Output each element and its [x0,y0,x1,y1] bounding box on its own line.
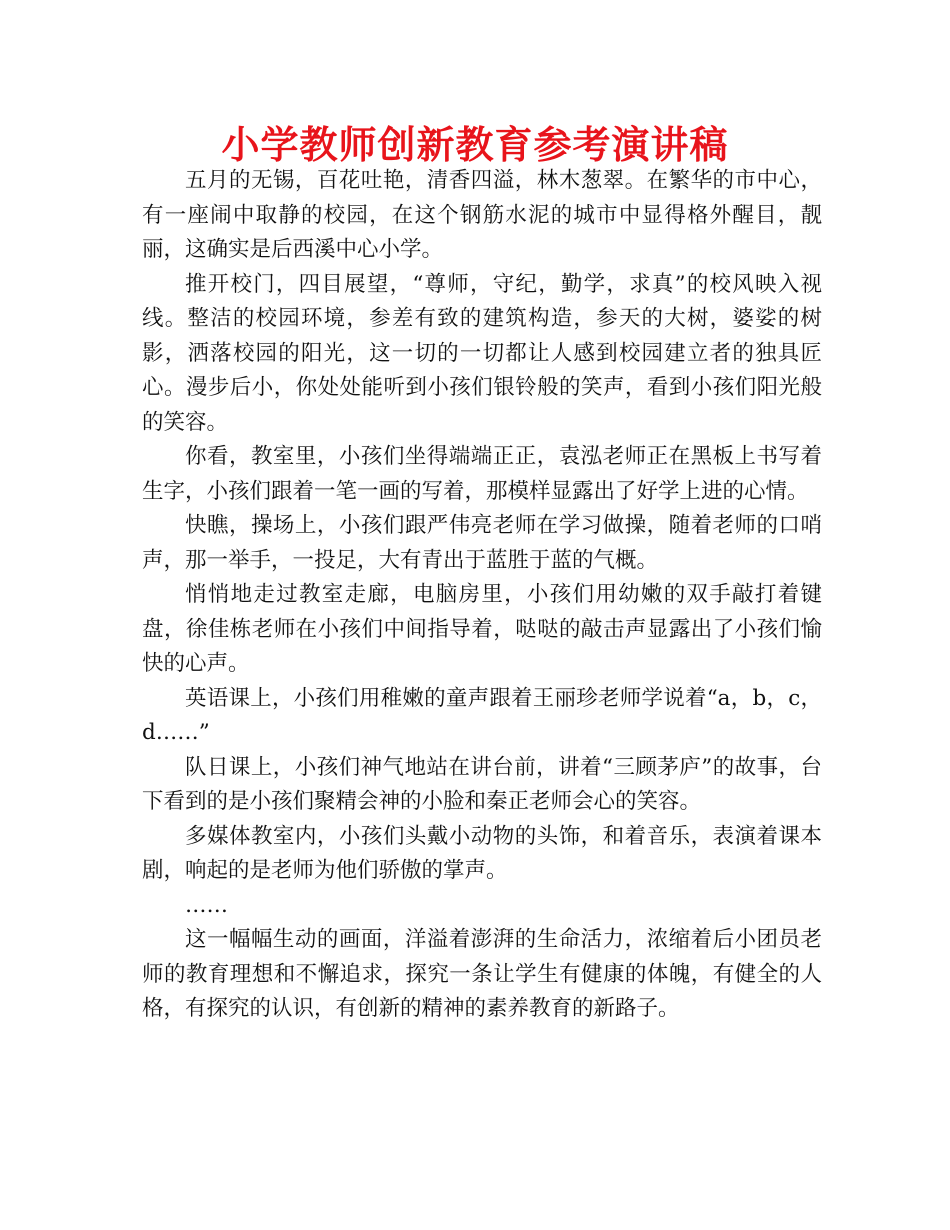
ellipsis-paragraph: …… [185,892,228,918]
paragraph: 英语课上，小孩们用稚嫩的童声跟着王丽珍老师学说着“a，b，c，d……” [142,685,822,745]
paragraph: 你看，教室里，小孩们坐得端端正正，袁泓老师正在黑板上书写着生字，小孩们跟着一笔一画的写着，那模样显露出了好学上进的心情。 [142,444,822,504]
paragraph: 多媒体教室内，小孩们头戴小动物的头饰，和着音乐，表演着课本剧，响起的是老师为他们骄傲的掌声。 [142,823,822,883]
paragraph: 推开校门，四目展望，“尊师，守纪，勤学，求真”的校风映入视线。整洁的校园环境，参差有致的建筑构造，参天的大树，婆娑的树影，洒落校园的阳光，这一切的一切都让人感到校园建立者的独具匠心。漫步后小，你处处能听到小孩们银铃般的笑声，看到小孩们阳光般的笑容。 [142,271,822,435]
paragraph: 悄悄地走过教室走廊，电脑房里，小孩们用幼嫩的双手敲打着键盘，徐佳栋老师在小孩们中间指导着，哒哒的敲击声显露出了小孩们愉快的心声。 [142,582,822,676]
paragraph: 五月的无锡，百花吐艳，清香四溢，林木葱翠。在繁华的市中心，有一座闹中取静的校园，在这个钢筋水泥的城市中显得格外醒目，靓丽，这确实是后西溪中心小学。 [142,168,822,262]
document-body [142,164,822,1027]
paragraph: 快瞧，操场上，小孩们跟严伟亮老师在学习做操，随着老师的口哨声，那一举手，一投足，大有青出于蓝胜于蓝的气概。 [142,513,822,573]
paragraph: 队日课上，小孩们神气地站在讲台前，讲着“三顾茅庐”的故事，台下看到的是小孩们聚精会神的小脸和秦正老师会心的笑容。 [142,754,822,814]
paragraph: 这一幅幅生动的画面，洋溢着澎湃的生命活力，浓缩着后小团员老师的教育理想和不懈追求，探究一条让学生有健康的体魄，有健全的人格，有探究的认识，有创新的精神的素养教育的新路子。 [142,927,822,1021]
document-title: 小学教师创新教育参考演讲稿 [221,123,729,167]
